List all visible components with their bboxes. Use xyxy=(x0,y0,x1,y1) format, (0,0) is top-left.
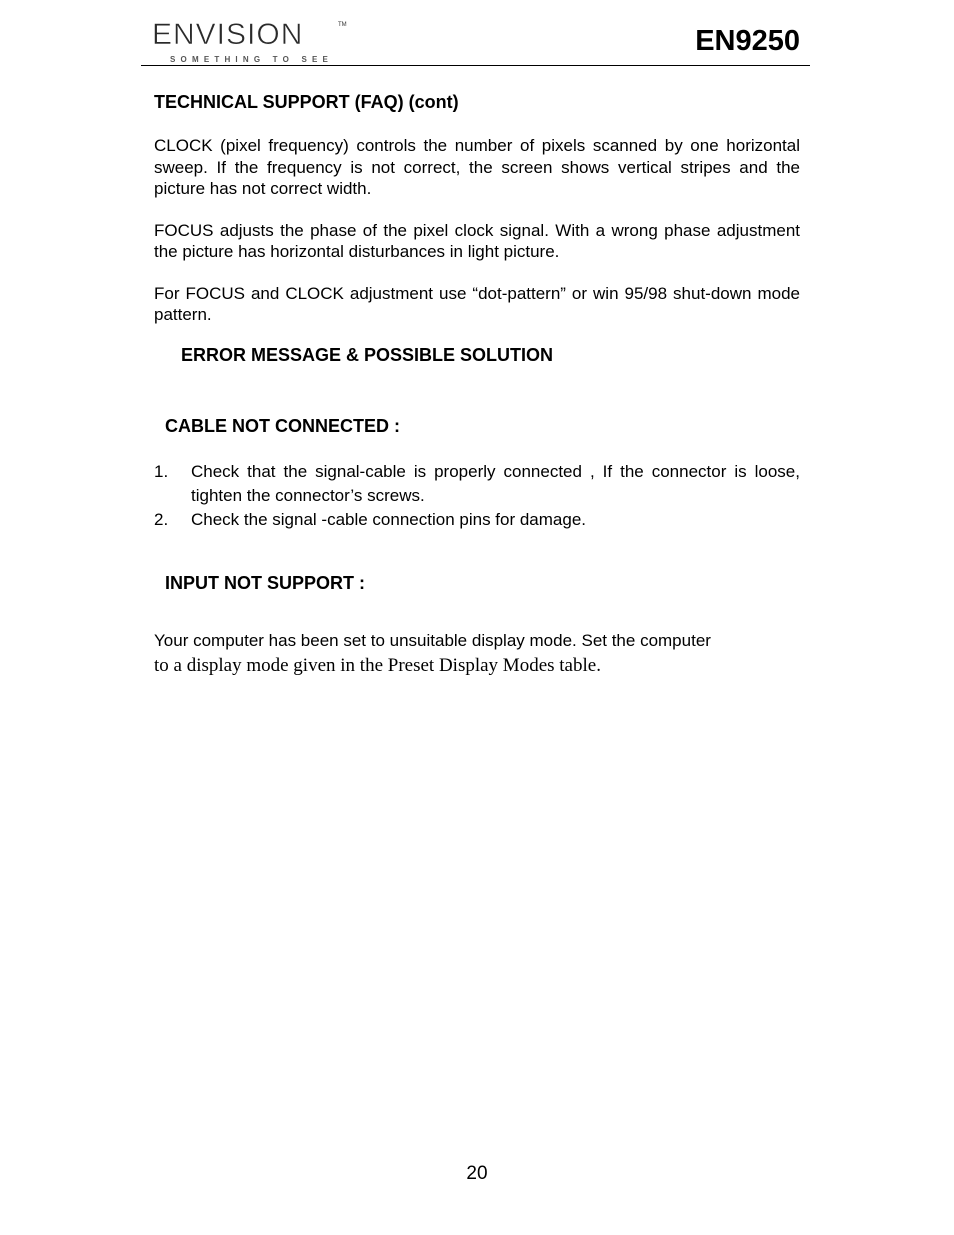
envision-logo xyxy=(150,18,350,68)
header-divider xyxy=(141,65,810,66)
input-paragraph-line-1: Your computer has been set to unsuitable display mode. Set the computer xyxy=(154,630,711,650)
input-section-title: INPUT NOT SUPPORT : xyxy=(165,572,366,593)
step-number: 1. xyxy=(154,461,169,481)
error-heading: ERROR MESSAGE & POSSIBLE SOLUTION xyxy=(181,344,554,365)
logo-tagline: SOMETHING TO SEE xyxy=(170,55,334,64)
cable-section-title: CABLE NOT CONNECTED : xyxy=(165,415,400,436)
logo-trademark: TM xyxy=(338,22,347,28)
adjustment-paragraph: For FOCUS and CLOCK adjustment use “dot-pattern” or win 95/98 shut-down mode pattern. xyxy=(154,283,800,324)
section-title: TECHNICAL SUPPORT (FAQ) (cont) xyxy=(154,92,459,112)
step-number: 2. xyxy=(154,509,169,529)
list-item xyxy=(154,460,800,508)
input-paragraph-line-2: to a display mode given in the Preset Display Modes table. xyxy=(154,655,601,676)
step-text: Check that the signal-cable is properly connected , If the connector is loose, tighten the connector’s screws. xyxy=(191,461,800,505)
list-item xyxy=(154,508,800,532)
step-text: Check the signal -cable connection pins for damage. xyxy=(191,509,587,529)
focus-paragraph: FOCUS adjusts the phase of the pixel clock signal. With a wrong phase adjustment the picture has horizontal disturbances in light picture. xyxy=(154,220,800,261)
logo-wordmark: ENVISION xyxy=(152,18,304,51)
page-number: 20 xyxy=(466,1163,488,1184)
clock-paragraph: CLOCK (pixel frequency) controls the number of pixels scanned by one horizontal sweep. If the frequency is not correct, the screen shows vertical stripes and the picture has not correct width. xyxy=(154,136,800,198)
cable-steps-list xyxy=(154,460,800,532)
model-number: EN9250 xyxy=(695,25,800,57)
page-content xyxy=(154,91,800,678)
